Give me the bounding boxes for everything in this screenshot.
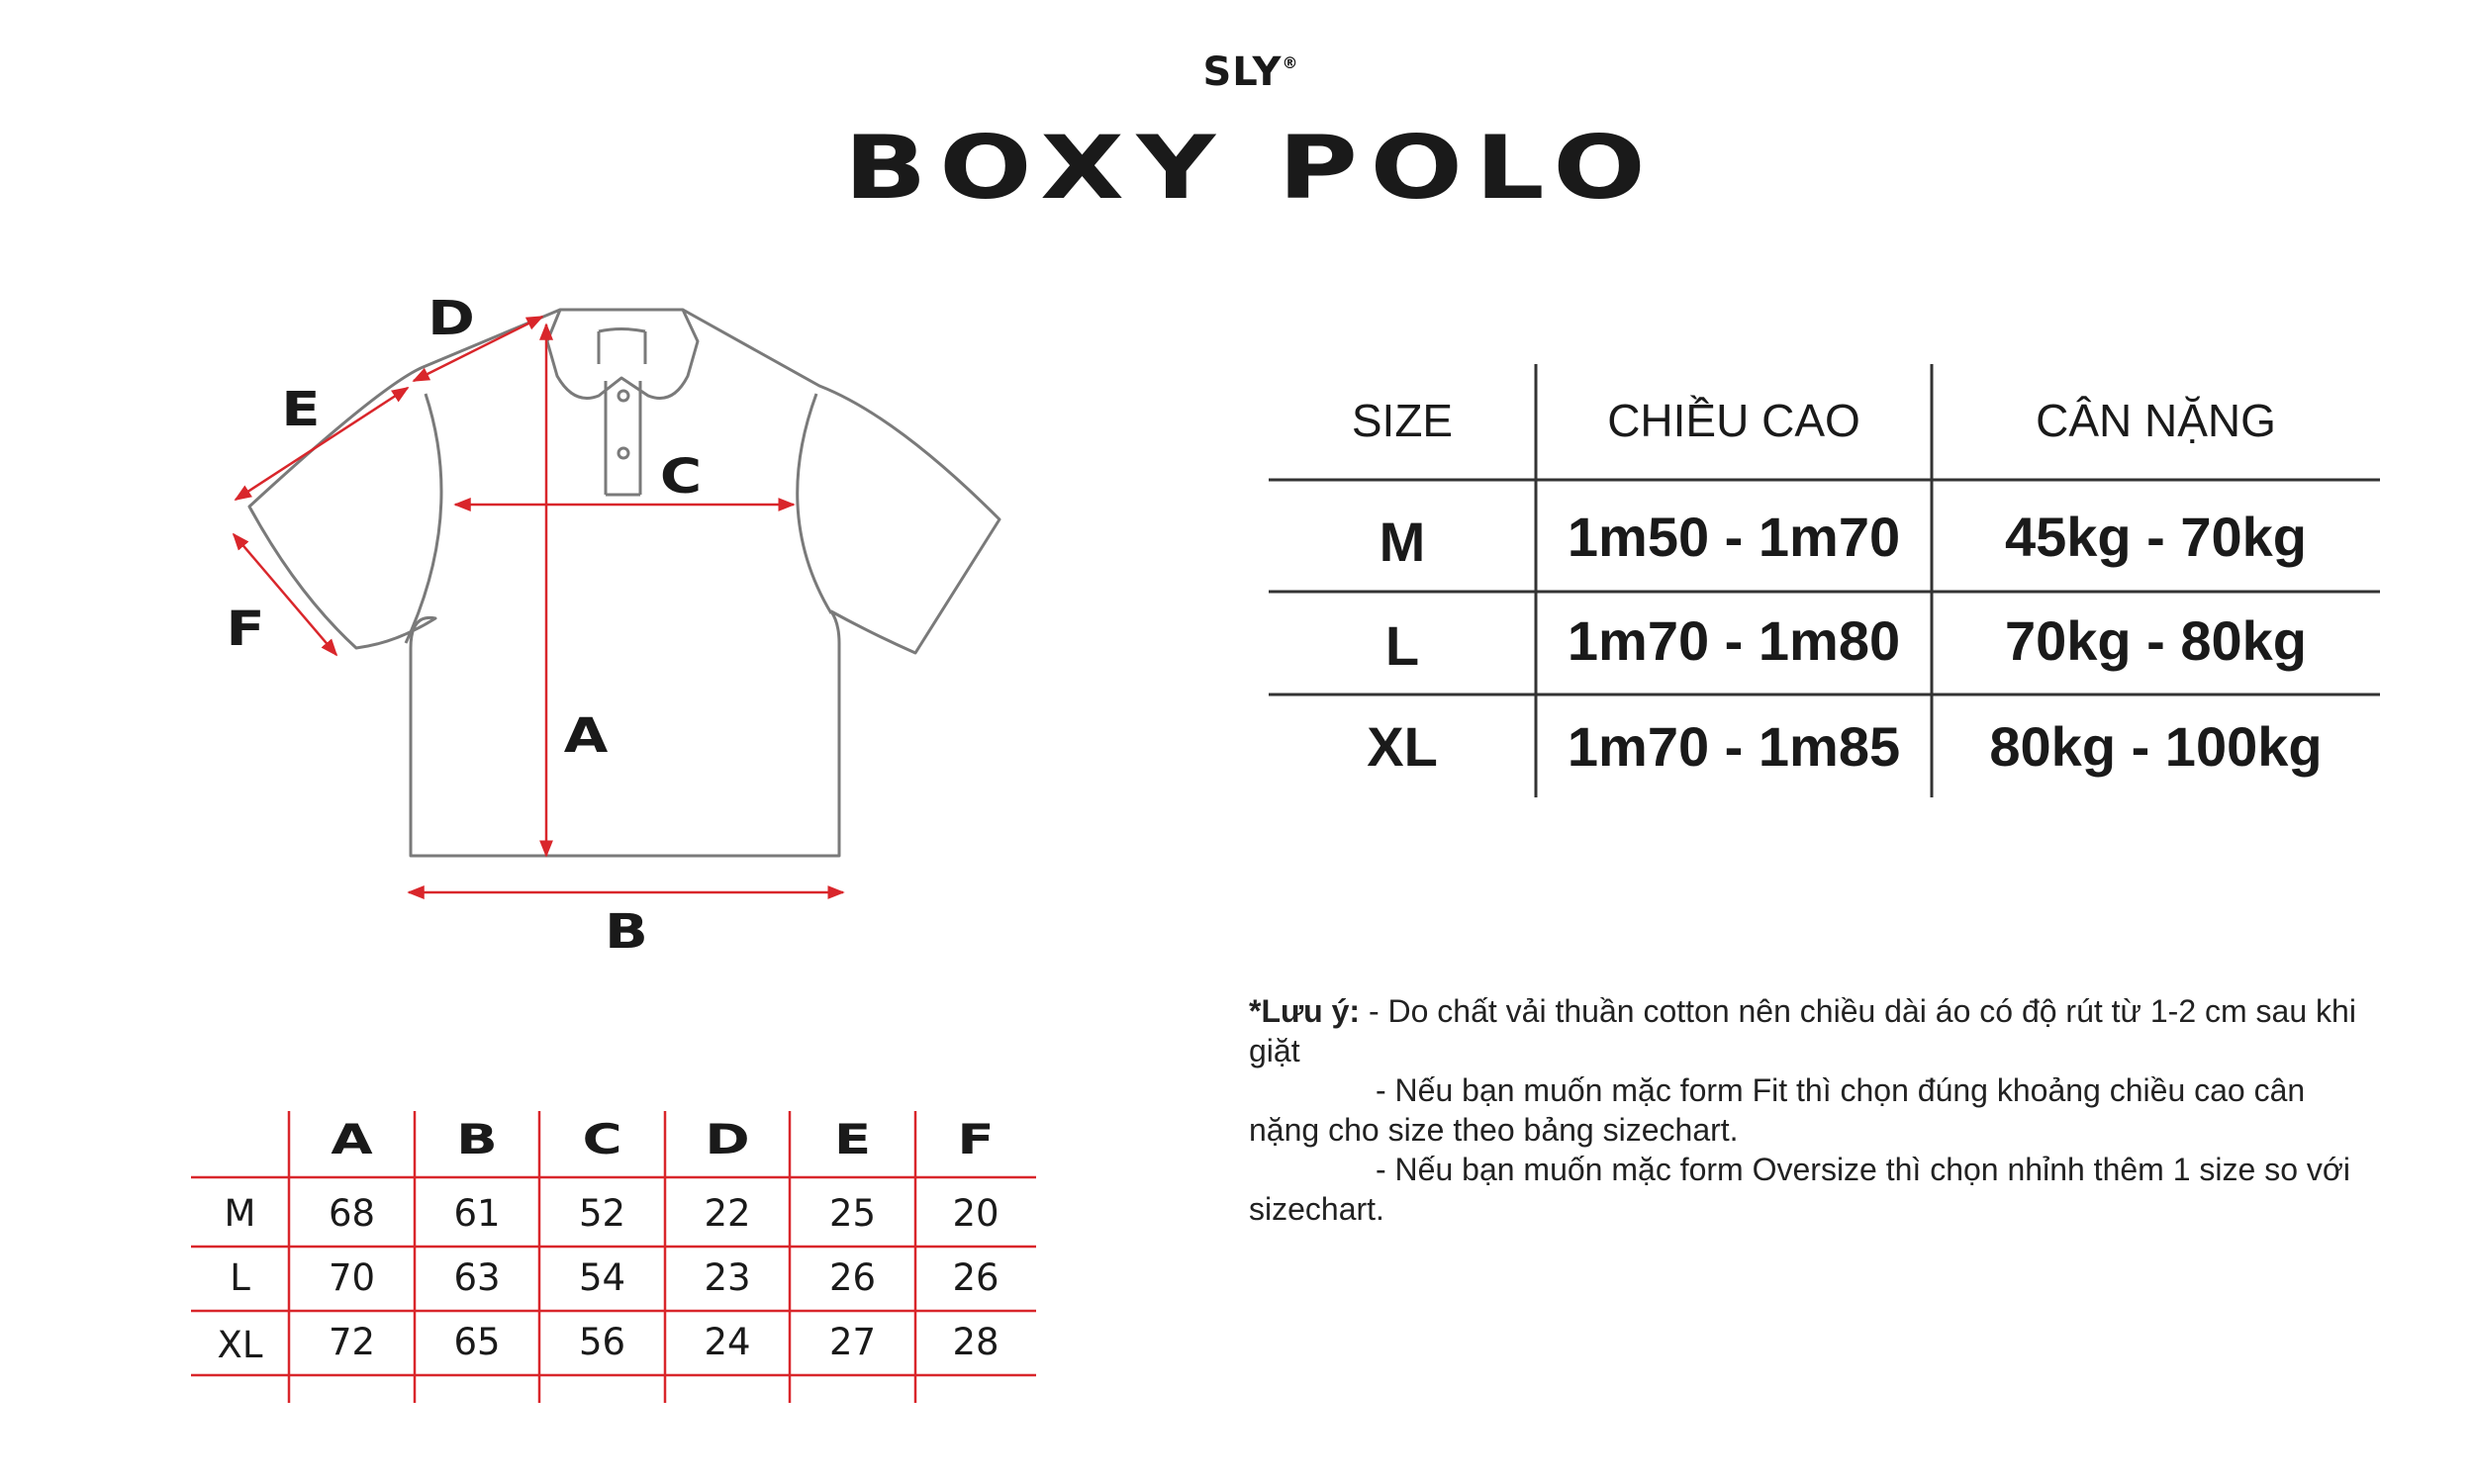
- measure-cell: 65: [453, 1321, 501, 1363]
- fit-header-height: CHIỀU CAO: [1607, 395, 1860, 446]
- label-e: E: [281, 381, 321, 437]
- fit-row-weight: 70kg - 80kg: [2004, 609, 2308, 672]
- measure-cell: 27: [828, 1321, 877, 1363]
- measure-cell: 70: [328, 1256, 376, 1299]
- measure-line-e: [236, 388, 408, 500]
- label-f: F: [226, 601, 265, 657]
- note-line-2: [1249, 1070, 2367, 1150]
- measure-row-size: M: [224, 1192, 256, 1235]
- measure-header: F: [957, 1115, 995, 1163]
- measure-cell: 61: [453, 1192, 501, 1235]
- fit-row-height: 1m70 - 1m80: [1567, 609, 1901, 672]
- measure-cell: 28: [952, 1321, 999, 1363]
- measure-cell: 20: [952, 1192, 999, 1235]
- measure-cell: 68: [328, 1192, 376, 1235]
- measure-cell: 26: [952, 1256, 999, 1299]
- brand-name: SLY: [1202, 49, 1283, 95]
- measure-cell: 26: [828, 1256, 877, 1299]
- note-line-3: [1249, 1150, 2367, 1229]
- measure-cell: 54: [578, 1256, 626, 1299]
- note-label: *Lưu ý:: [1249, 993, 1361, 1029]
- measure-header: A: [331, 1115, 373, 1163]
- fit-header-size: SIZE: [1351, 395, 1454, 446]
- fit-row-weight: 45kg - 70kg: [2004, 506, 2308, 568]
- measure-cell: 56: [578, 1321, 626, 1363]
- measurement-lines: [234, 317, 843, 892]
- measure-header: D: [705, 1115, 750, 1163]
- care-note: [1249, 991, 2367, 1229]
- measure-header: C: [582, 1115, 622, 1163]
- measure-cell: 25: [828, 1192, 877, 1235]
- fit-header-weight: CÂN NẶNG: [2036, 395, 2276, 446]
- measure-cell: 24: [704, 1321, 751, 1363]
- measure-cell: 22: [704, 1192, 751, 1235]
- note-text-1: - Do chất vải thuần cotton nên chiều dài áo có độ rút từ 1-2 cm sau khi giặt: [1249, 993, 2356, 1068]
- measure-cell: 52: [578, 1192, 626, 1235]
- fit-row-height: 1m70 - 1m85: [1567, 715, 1901, 778]
- fit-row-size: M: [1379, 510, 1426, 573]
- polo-shirt-outline: [249, 310, 999, 856]
- label-c: C: [659, 448, 703, 505]
- measure-cell: 63: [453, 1256, 501, 1299]
- measure-row-size: L: [230, 1256, 250, 1299]
- note-text-3: - Nếu bạn muốn mặc form Oversize thì chọn nhỉnh thêm 1 size so với sizechart.: [1249, 1152, 2350, 1227]
- measure-header: E: [833, 1115, 872, 1163]
- fit-row-height: 1m50 - 1m70: [1567, 506, 1901, 568]
- label-a: A: [563, 707, 609, 764]
- fit-row-size: L: [1384, 614, 1420, 677]
- measurement-labels: [226, 291, 702, 960]
- note-line-1: [1249, 991, 2367, 1070]
- measure-header: B: [456, 1115, 498, 1163]
- measure-cell: 72: [328, 1321, 376, 1363]
- registered-mark: ®: [1282, 53, 1299, 72]
- fit-row-size: XL: [1367, 715, 1438, 778]
- note-text-2: - Nếu bạn muốn mặc form Fit thì chọn đúng khoảng chiều cao cân nặng cho size theo bảng sizechart.: [1249, 1072, 2306, 1148]
- measure-row-size: XL: [217, 1324, 263, 1366]
- label-b: B: [605, 903, 648, 960]
- measure-cell: 23: [704, 1256, 751, 1299]
- label-d: D: [428, 290, 475, 346]
- page-title: BOXY POLO: [843, 117, 1659, 219]
- fit-row-weight: 80kg - 100kg: [1989, 715, 2323, 778]
